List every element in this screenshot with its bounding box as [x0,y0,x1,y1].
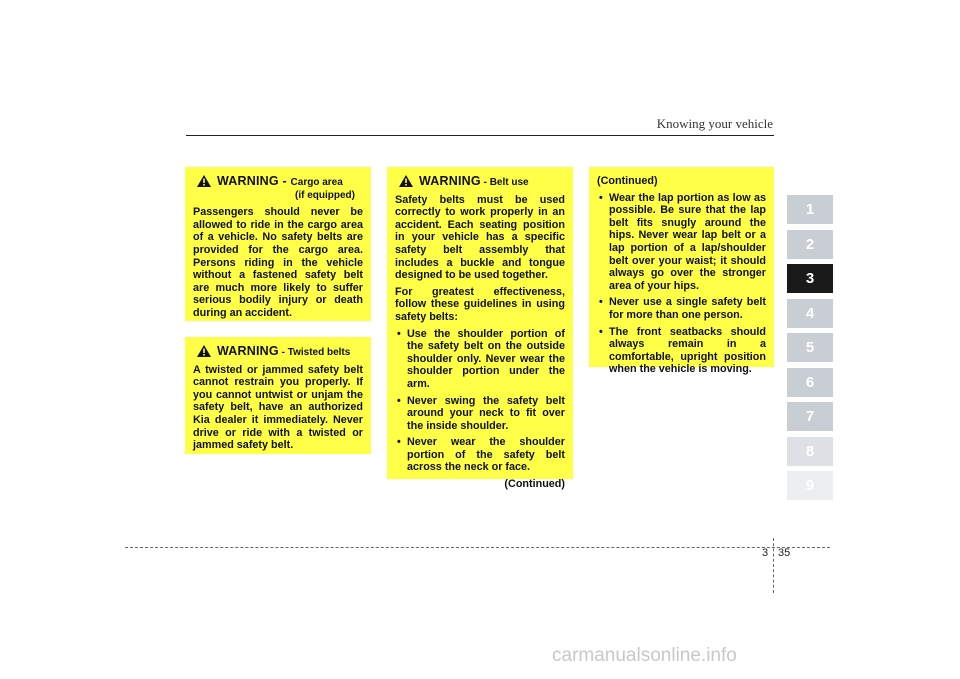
warning-twisted-belts [185,337,371,454]
chapter-tab-6[interactable]: 6 [787,368,833,397]
chapter-tab-5[interactable]: 5 [787,333,833,362]
warning-paragraph: Safety belts must be used correctly to work properly in an accident. Each seating position in your vehicle has a specific safety belt assembly that includes a buckle and tongue designed to be used together. [395,193,565,282]
warning-cargo-area [185,167,371,321]
warning-subtitle: - Belt use [480,177,529,188]
chapter-number: 3 [762,547,769,559]
chapter-tab-8[interactable]: 8 [787,437,833,466]
header-title: Knowing your vehicle [656,116,773,131]
list-item: • Never wear the shoulder portion of the safety belt across the neck or face. [395,436,565,474]
chapter-tab-2[interactable]: 2 [787,230,833,259]
page-number: 35 [778,547,791,559]
warning-cargo-header [193,175,363,202]
footer-divider [773,538,774,593]
warning-list [597,192,766,376]
list-item: • Never swing the safety belt around your neck to fit over the inside shoulder. [395,395,565,433]
chapter-tab-7[interactable]: 7 [787,402,833,431]
chapter-tabs [787,195,833,506]
warning-subtitle-note: (if equipped) [295,189,355,201]
warning-subtitle: Cargo area [290,177,343,188]
chapter-tab-4[interactable]: 4 [787,299,833,328]
watermark: carmanualsonline.info [552,645,737,666]
warning-label: WARNING [419,174,481,188]
warning-body: A twisted or jammed safety belt cannot restrain you properly. If you cannot untwist or unjam the safety belt, have an authorized Kia dealer it immediately. Never drive or ride with a twisted or jammed safety belt. [193,363,363,452]
chapter-tab-1[interactable]: 1 [787,195,833,224]
chapter-tab-9[interactable]: 9 [787,471,833,500]
continued-label: (Continued) [597,175,658,187]
warning-belt-use [387,167,573,491]
warning-label: WARNING [217,344,279,358]
warning-belt-header [395,175,565,190]
warning-triangle-icon [197,345,211,357]
warning-twisted-header [193,345,363,360]
list-item: • Never use a single safety belt for more than one person. [597,296,766,321]
warning-body: Passengers should never be allowed to ride in the cargo area of a vehicle. No safety belts are provided for the cargo area. Persons riding in the vehicle without a fastened safety belt are much more likely to suffer serious bodily injury or death during an accident. [193,206,363,319]
warning-paragraph: For greatest effectiveness, follow these guidelines in using safety belts: [395,285,565,323]
chapter-tab-3[interactable]: 3 [787,264,833,293]
warning-continued [589,167,774,376]
list-item: • Use the shoulder portion of the safety belt on the outside shoulder only. Never wear the shoulder portion under the arm. [395,328,565,391]
warning-triangle-icon [399,175,413,187]
list-item: • Wear the lap portion as low as possible. Be sure that the lap belt fits snugly around the hips. Never wear lap belt or a lap portion of a lap/shoulder belt over your waist; it should always go over the stronger area of your hips. [597,192,766,293]
list-item: • The front seatbacks should always remain in a comfortable, upright position when the vehicle is moving. [597,326,766,376]
warning-triangle-icon [197,175,211,187]
warning-list [395,328,565,475]
footer-rule [125,547,830,548]
warning-label: WARNING - [217,174,291,188]
continued-label: (Continued) [504,478,565,491]
warning-subtitle: - Twisted belts [278,347,351,358]
header-rule [186,135,774,136]
